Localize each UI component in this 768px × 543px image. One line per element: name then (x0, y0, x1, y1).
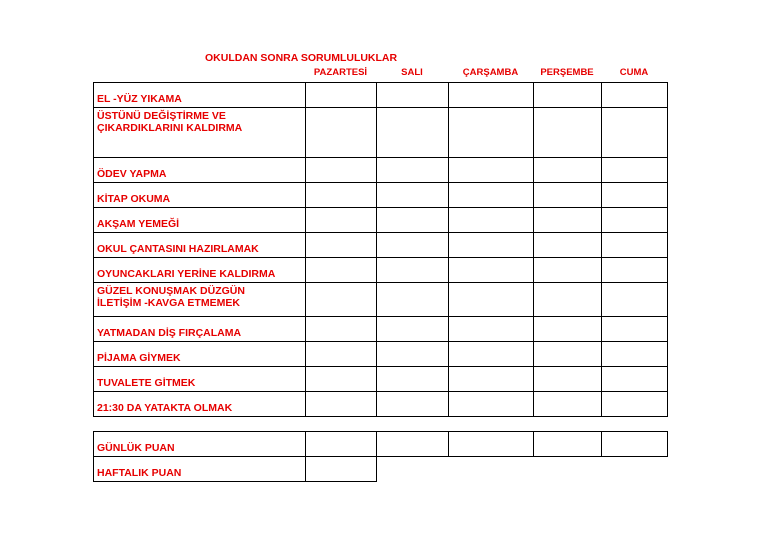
task-cell-thursday[interactable] (534, 392, 602, 417)
daily-score-thursday-cell[interactable] (534, 432, 602, 457)
task-label (94, 392, 306, 417)
daily-score-label: GÜNLÜK PUAN (94, 432, 306, 457)
task-label-line: EL -YÜZ YIKAMA (97, 93, 182, 105)
task-cell-friday[interactable] (602, 283, 668, 317)
blank-area (602, 457, 668, 482)
task-cell-tuesday[interactable] (377, 392, 449, 417)
task-cell-monday[interactable] (306, 317, 377, 342)
task-cell-wednesday[interactable] (449, 367, 534, 392)
task-cell-wednesday[interactable] (449, 392, 534, 417)
task-cell-friday[interactable] (602, 183, 668, 208)
weekly-score-label: HAFTALIK PUAN (94, 457, 306, 482)
task-cell-monday[interactable] (306, 283, 377, 317)
task-label-line: ÖDEV YAPMA (97, 168, 167, 180)
task-label-line: OYUNCAKLARI YERİNE KALDIRMA (97, 268, 276, 280)
task-row (94, 342, 668, 367)
task-label-line: ÇIKARDIKLARINI KALDIRMA (97, 122, 243, 134)
responsibility-table (93, 82, 668, 417)
task-label (94, 342, 306, 367)
task-cell-friday[interactable] (602, 317, 668, 342)
task-cell-monday[interactable] (306, 342, 377, 367)
task-label (94, 317, 306, 342)
task-cell-wednesday[interactable] (449, 233, 534, 258)
daily-score-wednesday-cell[interactable] (449, 432, 534, 457)
task-row (94, 183, 668, 208)
task-cell-friday[interactable] (602, 233, 668, 258)
task-cell-friday[interactable] (602, 367, 668, 392)
task-cell-friday[interactable] (602, 108, 668, 158)
task-cell-tuesday[interactable] (377, 367, 449, 392)
task-row (94, 83, 668, 108)
daily-score-table (93, 431, 668, 482)
task-cell-tuesday[interactable] (377, 183, 449, 208)
task-row (94, 367, 668, 392)
day-header-tuesday: SALI (401, 67, 423, 78)
blank-area (534, 457, 602, 482)
task-cell-wednesday[interactable] (449, 342, 534, 367)
task-cell-friday[interactable] (602, 83, 668, 108)
task-row (94, 233, 668, 258)
task-row (94, 158, 668, 183)
task-label-line: AKŞAM YEMEĞİ (97, 218, 180, 230)
task-cell-tuesday[interactable] (377, 208, 449, 233)
task-label-line: TUVALETE GİTMEK (97, 377, 196, 389)
day-header-friday: CUMA (619, 67, 649, 78)
task-cell-wednesday[interactable] (449, 258, 534, 283)
task-cell-monday[interactable] (306, 183, 377, 208)
task-row (94, 258, 668, 283)
task-cell-thursday[interactable] (534, 367, 602, 392)
day-header-wednesday: ÇARŞAMBA (462, 67, 519, 78)
task-cell-thursday[interactable] (534, 83, 602, 108)
task-row (94, 283, 668, 317)
task-label (94, 367, 306, 392)
blank-area (377, 457, 449, 482)
task-label (94, 108, 306, 158)
task-cell-monday[interactable] (306, 233, 377, 258)
page-title: OKULDAN SONRA SORUMLULUKLAR (205, 52, 398, 64)
task-cell-monday[interactable] (306, 158, 377, 183)
task-cell-thursday[interactable] (534, 283, 602, 317)
task-cell-wednesday[interactable] (449, 317, 534, 342)
task-cell-wednesday[interactable] (449, 83, 534, 108)
task-label-line: ÜSTÜNÜ DEĞİŞTİRME VE (97, 110, 226, 122)
task-label (94, 208, 306, 233)
task-rows (94, 83, 668, 417)
task-label-line: OKUL ÇANTASINI HAZIRLAMAK (97, 243, 259, 255)
task-cell-thursday[interactable] (534, 208, 602, 233)
task-cell-thursday[interactable] (534, 258, 602, 283)
task-label (94, 283, 306, 317)
task-cell-monday[interactable] (306, 392, 377, 417)
task-row (94, 208, 668, 233)
task-label (94, 233, 306, 258)
task-cell-wednesday[interactable] (449, 208, 534, 233)
task-cell-thursday[interactable] (534, 183, 602, 208)
task-cell-tuesday[interactable] (377, 233, 449, 258)
task-cell-tuesday[interactable] (377, 317, 449, 342)
daily-score-tuesday-cell[interactable] (377, 432, 449, 457)
blank-area (449, 457, 534, 482)
day-header-monday: PAZARTESİ (313, 67, 368, 78)
task-cell-wednesday[interactable] (449, 158, 534, 183)
task-cell-thursday[interactable] (534, 158, 602, 183)
task-label (94, 183, 306, 208)
task-label-line: İLETİŞİM -KAVGA ETMEMEK (97, 297, 240, 309)
daily-score-monday-cell[interactable] (306, 432, 377, 457)
task-cell-tuesday[interactable] (377, 283, 449, 317)
task-cell-friday[interactable] (602, 208, 668, 233)
task-cell-monday[interactable] (306, 83, 377, 108)
task-cell-monday[interactable] (306, 208, 377, 233)
weekly-score-cell[interactable] (306, 457, 377, 482)
task-label-line: 21:30 DA YATAKTA OLMAK (97, 402, 233, 414)
task-cell-monday[interactable] (306, 367, 377, 392)
task-label (94, 158, 306, 183)
task-cell-monday[interactable] (306, 108, 377, 158)
task-label-line: YATMADAN DİŞ FIRÇALAMA (97, 327, 242, 339)
task-cell-thursday[interactable] (534, 317, 602, 342)
task-cell-tuesday[interactable] (377, 108, 449, 158)
task-row (94, 317, 668, 342)
daily-score-row (94, 432, 668, 457)
task-cell-tuesday[interactable] (377, 158, 449, 183)
task-cell-friday[interactable] (602, 342, 668, 367)
task-label (94, 83, 306, 108)
task-label (94, 258, 306, 283)
task-cell-wednesday[interactable] (449, 183, 534, 208)
task-cell-tuesday[interactable] (377, 83, 449, 108)
task-cell-tuesday[interactable] (377, 342, 449, 367)
task-label-line: PİJAMA GİYMEK (97, 352, 181, 364)
task-cell-tuesday[interactable] (377, 258, 449, 283)
task-label-line: GÜZEL KONUŞMAK DÜZGÜN (97, 285, 245, 297)
task-cell-thursday[interactable] (534, 342, 602, 367)
task-cell-wednesday[interactable] (449, 108, 534, 158)
task-cell-friday[interactable] (602, 258, 668, 283)
task-cell-thursday[interactable] (534, 233, 602, 258)
daily-score-friday-cell[interactable] (602, 432, 668, 457)
task-cell-friday[interactable] (602, 158, 668, 183)
weekly-score-row (94, 457, 668, 482)
task-cell-monday[interactable] (306, 258, 377, 283)
task-row (94, 108, 668, 158)
task-cell-thursday[interactable] (534, 108, 602, 158)
task-row (94, 392, 668, 417)
task-cell-wednesday[interactable] (449, 283, 534, 317)
task-label-line: KİTAP OKUMA (97, 193, 171, 205)
task-cell-friday[interactable] (602, 392, 668, 417)
day-header-thursday: PERŞEMBE (540, 67, 594, 78)
